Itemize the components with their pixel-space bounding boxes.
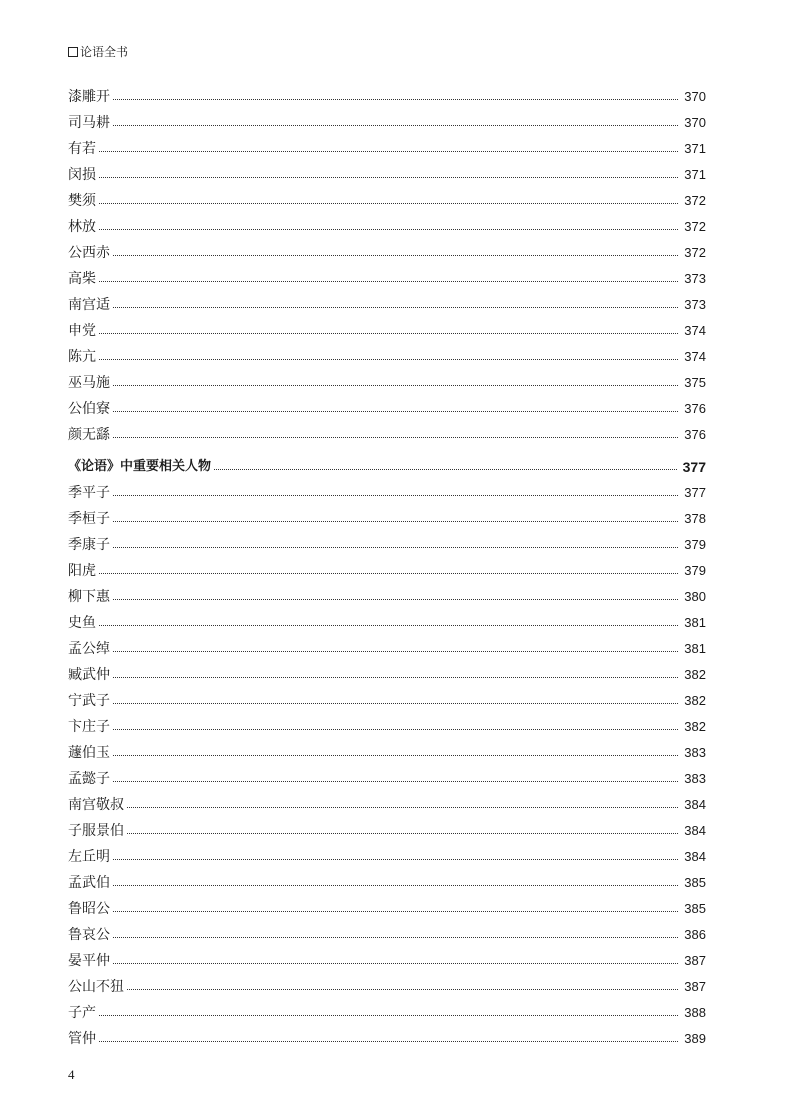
toc-entry[interactable] <box>68 292 706 318</box>
toc-entry-title: 申党 <box>68 323 96 339</box>
page-number: 4 <box>68 1067 75 1082</box>
toc-entry-page: 387 <box>684 979 706 994</box>
toc-entry[interactable] <box>68 688 706 714</box>
toc-entry-title: 子产 <box>68 1005 96 1021</box>
dot-leader <box>99 280 678 282</box>
toc-entry-page: 371 <box>684 167 706 182</box>
toc-entry-page: 383 <box>684 771 706 786</box>
toc-entry-page: 380 <box>684 589 706 604</box>
dot-leader <box>113 254 678 256</box>
toc-entry-page: 381 <box>684 615 706 630</box>
toc-entry-page: 373 <box>684 297 706 312</box>
toc-entry-title: 有若 <box>68 141 96 157</box>
toc-entry-title: 陈亢 <box>68 349 96 365</box>
toc-entry[interactable] <box>68 662 706 688</box>
toc-entry[interactable] <box>68 558 706 584</box>
toc-entry-title: 柳下惠 <box>68 589 110 605</box>
toc-entry-page: 373 <box>684 271 706 286</box>
toc-entry-title: 林放 <box>68 219 96 235</box>
toc-entry[interactable] <box>68 610 706 636</box>
toc-entry-title: 季桓子 <box>68 511 110 527</box>
toc-entry[interactable] <box>68 422 706 448</box>
toc-entry-page: 371 <box>684 141 706 156</box>
toc-entry-page: 386 <box>684 927 706 942</box>
toc-section-heading[interactable] <box>68 454 706 480</box>
dot-leader <box>113 884 678 886</box>
dot-leader <box>113 910 678 912</box>
toc-entry-page: 382 <box>684 693 706 708</box>
toc-entry[interactable] <box>68 110 706 136</box>
toc-entry[interactable] <box>68 636 706 662</box>
dot-leader <box>127 806 678 808</box>
toc-entry-title: 阳虎 <box>68 563 96 579</box>
toc-entry-page: 378 <box>684 511 706 526</box>
table-of-contents <box>68 84 706 1052</box>
toc-entry[interactable] <box>68 188 706 214</box>
toc-entry[interactable] <box>68 396 706 422</box>
toc-entry[interactable] <box>68 506 706 532</box>
toc-entry-title: 晏平仲 <box>68 953 110 969</box>
toc-entry-page: 377 <box>682 459 706 475</box>
toc-entry-title: 南宫适 <box>68 297 110 313</box>
dot-leader <box>113 520 678 522</box>
toc-entry-page: 381 <box>684 641 706 656</box>
dot-leader <box>113 858 678 860</box>
toc-entry-page: 370 <box>684 89 706 104</box>
dot-leader <box>113 494 678 496</box>
toc-entry-title: 司马耕 <box>68 115 110 131</box>
toc-entry[interactable] <box>68 162 706 188</box>
toc-entry-title: 鲁哀公 <box>68 927 110 943</box>
toc-entry[interactable] <box>68 480 706 506</box>
toc-entry-page: 374 <box>684 349 706 364</box>
toc-entry[interactable] <box>68 792 706 818</box>
book-title: 论语全书 <box>80 45 129 59</box>
square-icon <box>68 47 78 57</box>
toc-entry-page: 384 <box>684 849 706 864</box>
dot-leader <box>113 650 678 652</box>
dot-leader <box>113 780 678 782</box>
toc-entry-title: 颜无繇 <box>68 427 110 443</box>
toc-entry[interactable] <box>68 844 706 870</box>
toc-entry-title: 孟公绰 <box>68 641 110 657</box>
toc-entry-page: 379 <box>684 563 706 578</box>
toc-entry-page: 382 <box>684 667 706 682</box>
toc-entry[interactable] <box>68 870 706 896</box>
toc-entry-title: 臧武仲 <box>68 667 110 683</box>
toc-entry-title: 闵损 <box>68 167 96 183</box>
toc-entry[interactable] <box>68 974 706 1000</box>
toc-entry[interactable] <box>68 214 706 240</box>
toc-entry-title: 巫马施 <box>68 375 110 391</box>
dot-leader <box>99 150 678 152</box>
toc-entry-title: 宁武子 <box>68 693 110 709</box>
toc-entry-title: 樊须 <box>68 193 96 209</box>
dot-leader <box>113 410 678 412</box>
toc-entry-page: 374 <box>684 323 706 338</box>
toc-entry-page: 372 <box>684 193 706 208</box>
dot-leader <box>113 384 678 386</box>
toc-entry[interactable] <box>68 370 706 396</box>
toc-entry-page: 372 <box>684 219 706 234</box>
dot-leader <box>99 176 678 178</box>
dot-leader <box>214 468 677 470</box>
toc-entry-page: 387 <box>684 953 706 968</box>
dot-leader <box>113 546 678 548</box>
toc-entry-page: 388 <box>684 1005 706 1020</box>
toc-entry[interactable] <box>68 266 706 292</box>
dot-leader <box>113 936 678 938</box>
dot-leader <box>113 676 678 678</box>
toc-entry[interactable] <box>68 532 706 558</box>
dot-leader <box>127 832 678 834</box>
dot-leader <box>113 436 678 438</box>
dot-leader <box>113 306 678 308</box>
dot-leader <box>127 988 678 990</box>
toc-entry[interactable] <box>68 948 706 974</box>
dot-leader <box>113 98 678 100</box>
toc-entry-title: 高柴 <box>68 271 96 287</box>
toc-entry[interactable] <box>68 318 706 344</box>
toc-entry-title: 孟武伯 <box>68 875 110 891</box>
toc-entry-title: 史鱼 <box>68 615 96 631</box>
toc-entry-title: 左丘明 <box>68 849 110 865</box>
dot-leader <box>99 624 678 626</box>
toc-entry-page: 370 <box>684 115 706 130</box>
toc-entry-page: 375 <box>684 375 706 390</box>
toc-entry[interactable] <box>68 584 706 610</box>
toc-entry[interactable] <box>68 766 706 792</box>
toc-entry[interactable] <box>68 740 706 766</box>
dot-leader <box>113 754 678 756</box>
toc-entry[interactable] <box>68 1000 706 1026</box>
toc-entry-title: 孟懿子 <box>68 771 110 787</box>
dot-leader <box>99 1014 678 1016</box>
toc-entry-title: 蘧伯玉 <box>68 745 110 761</box>
dot-leader <box>99 1040 678 1042</box>
toc-entry[interactable] <box>68 1026 706 1052</box>
toc-entry-page: 383 <box>684 745 706 760</box>
toc-entry[interactable] <box>68 714 706 740</box>
toc-entry-title: 公伯寮 <box>68 401 110 417</box>
toc-entry-page: 382 <box>684 719 706 734</box>
dot-leader <box>99 332 678 334</box>
toc-entry-title: 季平子 <box>68 485 110 501</box>
dot-leader <box>99 358 678 360</box>
toc-entry-page: 377 <box>684 485 706 500</box>
toc-entry-title: 公西赤 <box>68 245 110 261</box>
dot-leader <box>99 202 678 204</box>
dot-leader <box>113 962 678 964</box>
dot-leader <box>113 124 678 126</box>
running-header <box>68 43 128 60</box>
toc-entry[interactable] <box>68 136 706 162</box>
toc-entry-page: 385 <box>684 901 706 916</box>
toc-entry-page: 384 <box>684 823 706 838</box>
toc-entry-title: 《论语》中重要相关人物 <box>68 459 212 474</box>
toc-entry-title: 季康子 <box>68 537 110 553</box>
dot-leader <box>113 702 678 704</box>
toc-entry[interactable] <box>68 344 706 370</box>
dot-leader <box>99 572 678 574</box>
toc-entry-title: 公山不狃 <box>68 979 124 995</box>
dot-leader <box>99 228 678 230</box>
toc-entry-title: 漆雕开 <box>68 89 110 105</box>
toc-entry-title: 南宫敬叔 <box>68 797 124 813</box>
dot-leader <box>113 598 678 600</box>
toc-entry[interactable] <box>68 922 706 948</box>
toc-entry-title: 子服景伯 <box>68 823 124 839</box>
toc-entry-title: 管仲 <box>68 1031 96 1047</box>
toc-entry-page: 376 <box>684 427 706 442</box>
toc-entry[interactable] <box>68 240 706 266</box>
toc-entry[interactable] <box>68 818 706 844</box>
toc-entry-title: 卞庄子 <box>68 719 110 735</box>
toc-entry-page: 379 <box>684 537 706 552</box>
toc-entry-page: 376 <box>684 401 706 416</box>
toc-entry-title: 鲁昭公 <box>68 901 110 917</box>
dot-leader <box>113 728 678 730</box>
toc-entry-page: 384 <box>684 797 706 812</box>
toc-entry[interactable] <box>68 896 706 922</box>
toc-entry[interactable] <box>68 84 706 110</box>
toc-entry-page: 372 <box>684 245 706 260</box>
toc-entry-page: 389 <box>684 1031 706 1046</box>
toc-entry-page: 385 <box>684 875 706 890</box>
